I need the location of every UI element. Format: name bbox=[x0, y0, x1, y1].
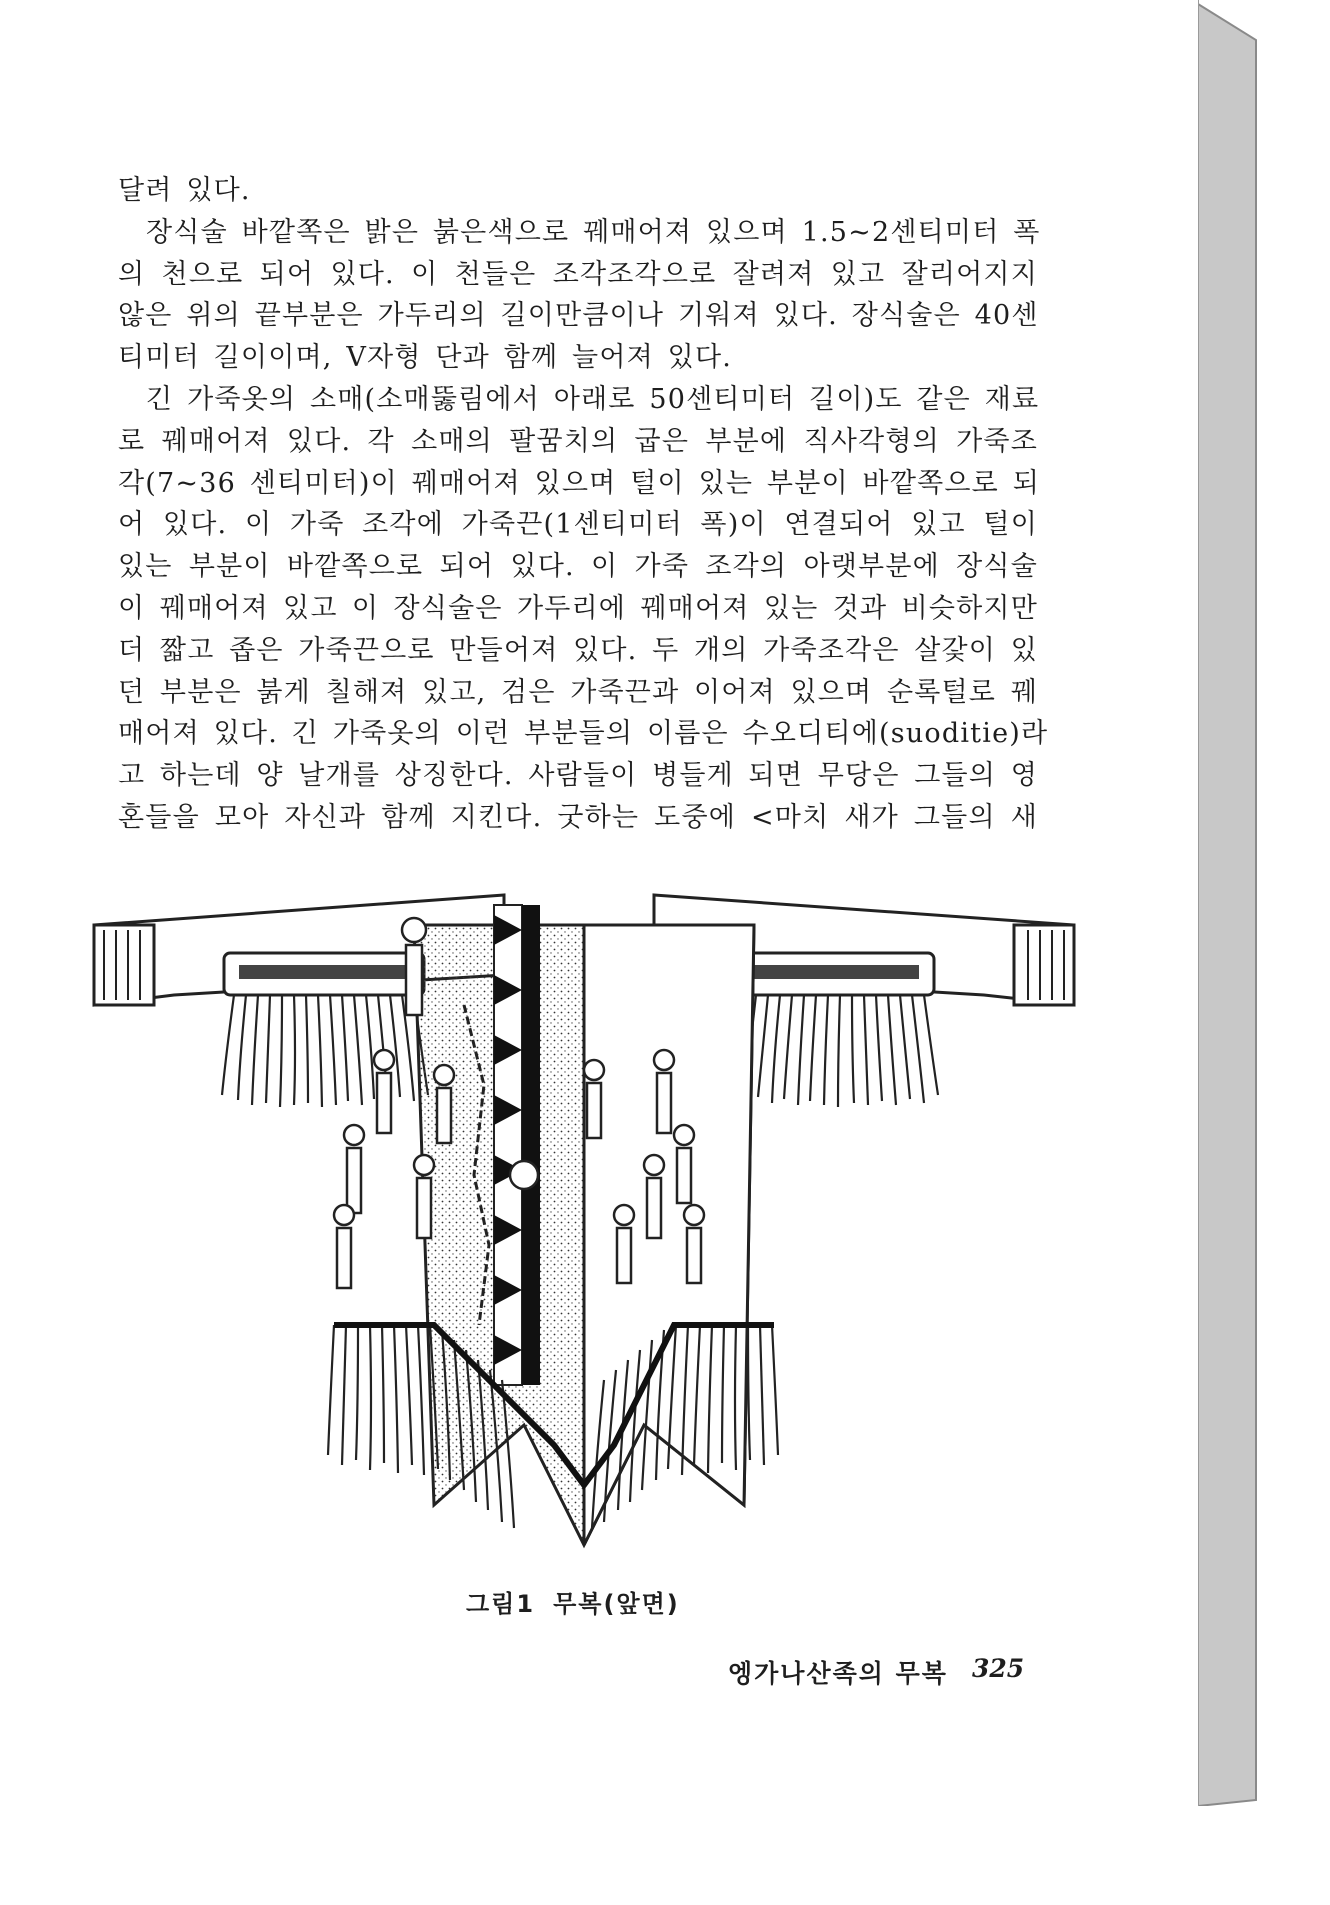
text-line: 던 부분은 붉게 칠해져 있고, 검은 가죽끈과 이어져 있으며 순록털로 꿰 bbox=[118, 676, 1038, 708]
text-line: 있는 부분이 바깥쪽으로 되어 있다. 이 가죽 조각의 아랫부분에 장식술 bbox=[118, 551, 1038, 583]
text-line: 티미터 길이이며, V자형 단과 함께 늘어져 있다. bbox=[118, 342, 733, 374]
text-line: 긴 가죽옷의 소매(소매뚫림에서 아래로 50센티미터 길이)도 같은 재료 bbox=[146, 383, 1040, 415]
figure-caption-text: 무복(앞면) bbox=[553, 1590, 680, 1618]
text-line: 의 천으로 되어 있다. 이 천들은 조각조각으로 잘려져 있고 잘리어지지 bbox=[118, 258, 1038, 290]
center-strip bbox=[494, 905, 522, 1385]
text-line: 각(7~36 센티미터)이 꿰매어져 있으며 털이 있는 부분이 바깥쪽으로 되 bbox=[118, 467, 1041, 499]
robe-illustration bbox=[84, 885, 1084, 1905]
text-line: 않은 위의 끝부분은 가두리의 길이만큼이나 기워져 있다. 장식술은 40센 bbox=[118, 300, 1039, 332]
figure-caption bbox=[466, 1584, 698, 1619]
text-line: 매어져 있다. 긴 가죽옷의 이런 부분들의 이름은 수오디티에(suoditie)라 bbox=[118, 718, 1049, 750]
text-line: 장식술 바깥쪽은 밝은 붉은색으로 꿰매어져 있으며 1.5~2센티미터 폭 bbox=[146, 216, 1041, 248]
running-title: 엥가나산족의 무복 bbox=[728, 1659, 948, 1688]
body-text bbox=[118, 170, 1049, 839]
text-line: 고 하는데 양 날개를 상징한다. 사람들이 병들게 되면 무당은 그들의 영 bbox=[118, 760, 1038, 792]
text-line: 어 있다. 이 가죽 조각에 가죽끈(1센티미터 폭)이 연결되어 있고 털이 bbox=[118, 509, 1038, 541]
book-page-edge bbox=[1196, 0, 1330, 1806]
text-line: 더 짧고 좁은 가죽끈으로 만들어져 있다. 두 개의 가죽조각은 살갗이 있 bbox=[118, 634, 1038, 666]
text-line: 로 꿰매어져 있다. 각 소매의 팔꿈치의 굽은 부분에 직사각형의 가죽조 bbox=[118, 425, 1038, 457]
text-line: 혼들을 모아 자신과 함께 지킨다. 굿하는 도중에 <마치 새가 그들의 새 bbox=[118, 801, 1038, 833]
figure-caption-label: 그림1 bbox=[466, 1590, 536, 1618]
page-number: 325 bbox=[972, 1654, 1025, 1683]
text-line: 이 꿰매어져 있고 이 장식술은 가두리에 꿰매어져 있는 것과 비슷하지만 bbox=[118, 592, 1038, 624]
text-line: 달려 있다. bbox=[118, 175, 251, 206]
robe-drawing bbox=[84, 885, 1084, 1565]
